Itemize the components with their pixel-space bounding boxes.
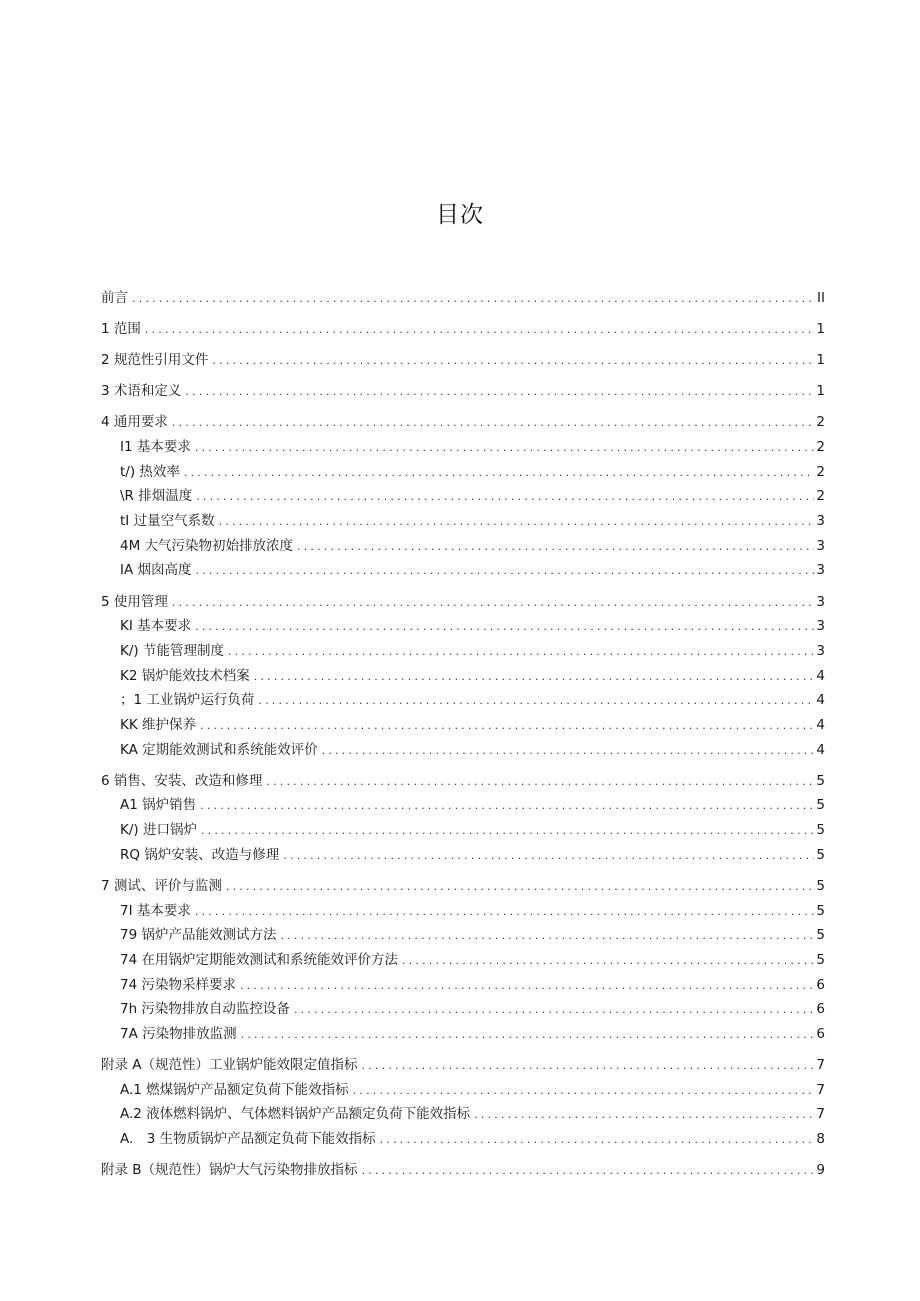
toc-entry-label: RQ 锅炉安装、改造与修理 [120, 846, 280, 863]
toc-entry-label: A. 3 生物质锅炉产品额定负荷下能效指标 [120, 1131, 376, 1148]
toc-entry-label: 1 范围 [101, 321, 141, 338]
toc-entry-chapter[interactable] [101, 317, 825, 342]
toc-leader-dots [185, 380, 814, 404]
toc-entry-page-number: 3 [816, 513, 825, 530]
toc-entry-page-number: 2 [816, 488, 825, 505]
toc-entry-page-number: 1 [816, 383, 825, 400]
toc-leader-dots [145, 318, 815, 342]
toc-leader-dots [132, 287, 815, 311]
toc-leader-dots [402, 949, 814, 973]
toc-leader-dots [195, 436, 815, 460]
toc-entry-page-number: 5 [816, 822, 825, 839]
toc-leader-dots [362, 1159, 815, 1183]
toc-entry-page-number: 2 [816, 439, 825, 455]
toc-entry-page-number: 1 [816, 321, 825, 338]
toc-leader-dots [196, 485, 814, 509]
toc-entry-page-number: 3 [816, 642, 825, 659]
toc-entry-page-number: 9 [816, 1162, 825, 1179]
toc-entry-section[interactable] [101, 738, 825, 763]
toc-entry-section[interactable] [101, 484, 825, 509]
toc-entry-chapter[interactable] [101, 1158, 825, 1183]
toc-leader-dots [228, 640, 814, 664]
toc-entry-section[interactable] [101, 688, 825, 713]
toc-entry-label: A1 锅炉销售 [120, 797, 197, 814]
toc-entry-label: 6 销售、安装、改造和修理 [101, 772, 263, 789]
toc-entry-chapter[interactable] [101, 1053, 825, 1078]
toc-entry-label: 74 污染物采样要求 [120, 976, 236, 993]
toc-entry-page-number: 5 [816, 877, 825, 894]
toc-leader-dots [184, 461, 815, 485]
toc-entry-label: I1 基本要求 [120, 439, 191, 455]
toc-leader-dots [201, 819, 814, 843]
toc-entry-label: IA 烟囱高度 [120, 562, 192, 579]
toc-entry-page-number: 3 [816, 537, 825, 554]
toc-entry-page-number: 5 [816, 846, 825, 863]
toc-leader-dots [322, 739, 815, 763]
toc-entry-section[interactable] [101, 948, 825, 973]
toc-entry-page-number: 4 [816, 716, 825, 733]
toc-entry-label: A.2 液体燃料锅炉、气体燃料锅炉产品额定负荷下能效指标 [120, 1106, 471, 1123]
toc-entry-section[interactable] [101, 793, 825, 818]
toc-entry-chapter[interactable] [101, 769, 825, 794]
toc-entry-label: 附录 B（规范性）锅炉大气污染物排放指标 [101, 1162, 358, 1179]
toc-entry-section[interactable] [101, 509, 825, 534]
toc-leader-dots [172, 591, 815, 615]
toc-entry-section[interactable] [101, 843, 825, 868]
toc-leader-dots [241, 1023, 815, 1047]
toc-entry-page-number: 3 [816, 562, 825, 579]
toc-entry-section[interactable] [101, 1022, 825, 1047]
toc-entry-label: 3 术语和定义 [101, 383, 182, 400]
toc-entry-label: K/) 进口锅炉 [120, 822, 197, 839]
toc-entry-chapter[interactable] [101, 379, 825, 404]
toc-leader-dots [219, 510, 815, 534]
toc-entry-label: 前言 [101, 290, 128, 306]
toc-leader-dots [283, 844, 814, 868]
toc-entry-label: 附录 A（规范性）工业锅炉能效限定值指标 [101, 1057, 358, 1074]
toc-entry-page-number: 8 [816, 1131, 825, 1148]
toc-leader-dots [258, 689, 814, 713]
toc-entry-section[interactable] [101, 713, 825, 738]
toc-entry-section[interactable] [101, 818, 825, 843]
toc-entry-section[interactable] [101, 923, 825, 948]
toc-entry-page-number: 2 [816, 414, 825, 431]
toc-entry-label: 2 规范性引用文件 [101, 352, 209, 369]
toc-leader-dots [212, 349, 814, 373]
toc-leader-dots [353, 1079, 815, 1103]
toc-leader-dots [226, 875, 815, 899]
toc-leader-dots [195, 615, 814, 639]
toc-leader-dots [195, 900, 815, 924]
toc-leader-dots [266, 770, 814, 794]
toc-entry-section[interactable] [101, 664, 825, 689]
toc-leader-dots [297, 535, 814, 559]
toc-entry-label: 7h 污染物排放自动监控设备 [120, 1001, 290, 1018]
toc-entry-page-number: 4 [816, 741, 825, 758]
toc-entry-section[interactable] [101, 558, 825, 583]
toc-entry-label: t/) 热效率 [120, 463, 180, 480]
toc-entry-page-number: 5 [816, 797, 825, 814]
toc-entry-page-number: 7 [816, 1081, 825, 1098]
toc-entry-section[interactable] [101, 460, 825, 485]
toc-leader-dots [200, 714, 814, 738]
toc-entry-label: A.1 燃煤锅炉产品额定负荷下能效指标 [120, 1081, 349, 1098]
toc-entry-page-number: 3 [816, 593, 825, 610]
toc-entry-label: 7I 基本要求 [120, 902, 191, 919]
toc-entry-page-number: 7 [816, 1057, 825, 1074]
toc-leader-dots [380, 1128, 815, 1152]
toc-entry-chapter[interactable] [101, 590, 825, 615]
toc-entry-section[interactable] [101, 1102, 825, 1127]
toc-entry-page-number: 6 [816, 976, 825, 993]
toc-entry-page-number: 5 [816, 902, 825, 919]
toc-entry-page-number: 7 [816, 1106, 825, 1123]
toc-entry-section[interactable] [101, 1127, 825, 1152]
toc-leader-dots [172, 411, 815, 435]
toc-entry-section[interactable] [101, 639, 825, 664]
toc-entry-chapter[interactable] [101, 348, 825, 373]
toc-entry-page-number: 3 [816, 618, 825, 635]
toc-leader-dots [254, 665, 815, 689]
toc-leader-dots [196, 559, 815, 583]
toc-entry-label: KK 维护保养 [120, 716, 196, 733]
toc-entry-label: KI 基本要求 [120, 618, 192, 635]
toc-entry-page-number: 5 [816, 772, 825, 789]
toc-entry-page-number: 6 [816, 1025, 825, 1042]
toc-entry-page-number: 4 [816, 692, 825, 709]
toc-entry-label: 7A 污染物排放监测 [120, 1025, 237, 1042]
toc-entry-label: tI 过量空气系数 [120, 513, 215, 530]
toc-entry-label: K/) 节能管理制度 [120, 642, 224, 659]
toc-entry-label: 79 锅炉产品能效测试方法 [120, 927, 277, 944]
toc-entry-chapter[interactable] [101, 286, 825, 311]
toc-entry-page-number: 5 [816, 951, 825, 968]
toc-entry-label: ；1 工业锅炉运行负荷 [120, 692, 255, 709]
toc-entry-label: K2 锅炉能效技术档案 [120, 667, 250, 684]
toc-leader-dots [280, 924, 814, 948]
toc-entry-page-number: 6 [816, 1001, 825, 1018]
toc-entry-label: 7 测试、评价与监测 [101, 877, 222, 894]
toc-list [101, 286, 825, 1183]
toc-entry-chapter[interactable] [101, 874, 825, 899]
toc-entry-page-number: 5 [816, 927, 825, 944]
toc-leader-dots [362, 1054, 815, 1078]
toc-entry-section[interactable] [101, 973, 825, 998]
toc-entry-page-number: 2 [816, 463, 825, 480]
toc-title: 目次 [436, 202, 484, 228]
toc-entry-section[interactable] [101, 435, 825, 460]
toc-entry-section[interactable] [101, 997, 825, 1022]
toc-entry-section[interactable] [101, 899, 825, 924]
toc-leader-dots [200, 794, 814, 818]
toc-entry-label: \R 排烟温度 [120, 488, 193, 505]
toc-entry-label: 4M 大气污染物初始排放浓度 [120, 537, 294, 554]
toc-entry-page-number: 1 [816, 352, 825, 369]
toc-leader-dots [474, 1103, 814, 1127]
toc-entry-section[interactable] [101, 614, 825, 639]
toc-leader-dots [294, 998, 814, 1022]
toc-entry-label: 74 在用锅炉定期能效测试和系统能效评价方法 [120, 951, 398, 968]
toc-entry-section[interactable] [101, 1078, 825, 1103]
toc-entry-section[interactable] [101, 534, 825, 559]
toc-leader-dots [240, 974, 814, 998]
toc-entry-chapter[interactable] [101, 410, 825, 435]
toc-entry-page-number: 4 [816, 667, 825, 684]
toc-entry-page-number: II [817, 290, 825, 306]
toc-entry-label: 4 通用要求 [101, 414, 168, 431]
toc-entry-label: KA 定期能效测试和系统能效评价 [120, 741, 318, 758]
toc-entry-label: 5 使用管理 [101, 593, 168, 610]
